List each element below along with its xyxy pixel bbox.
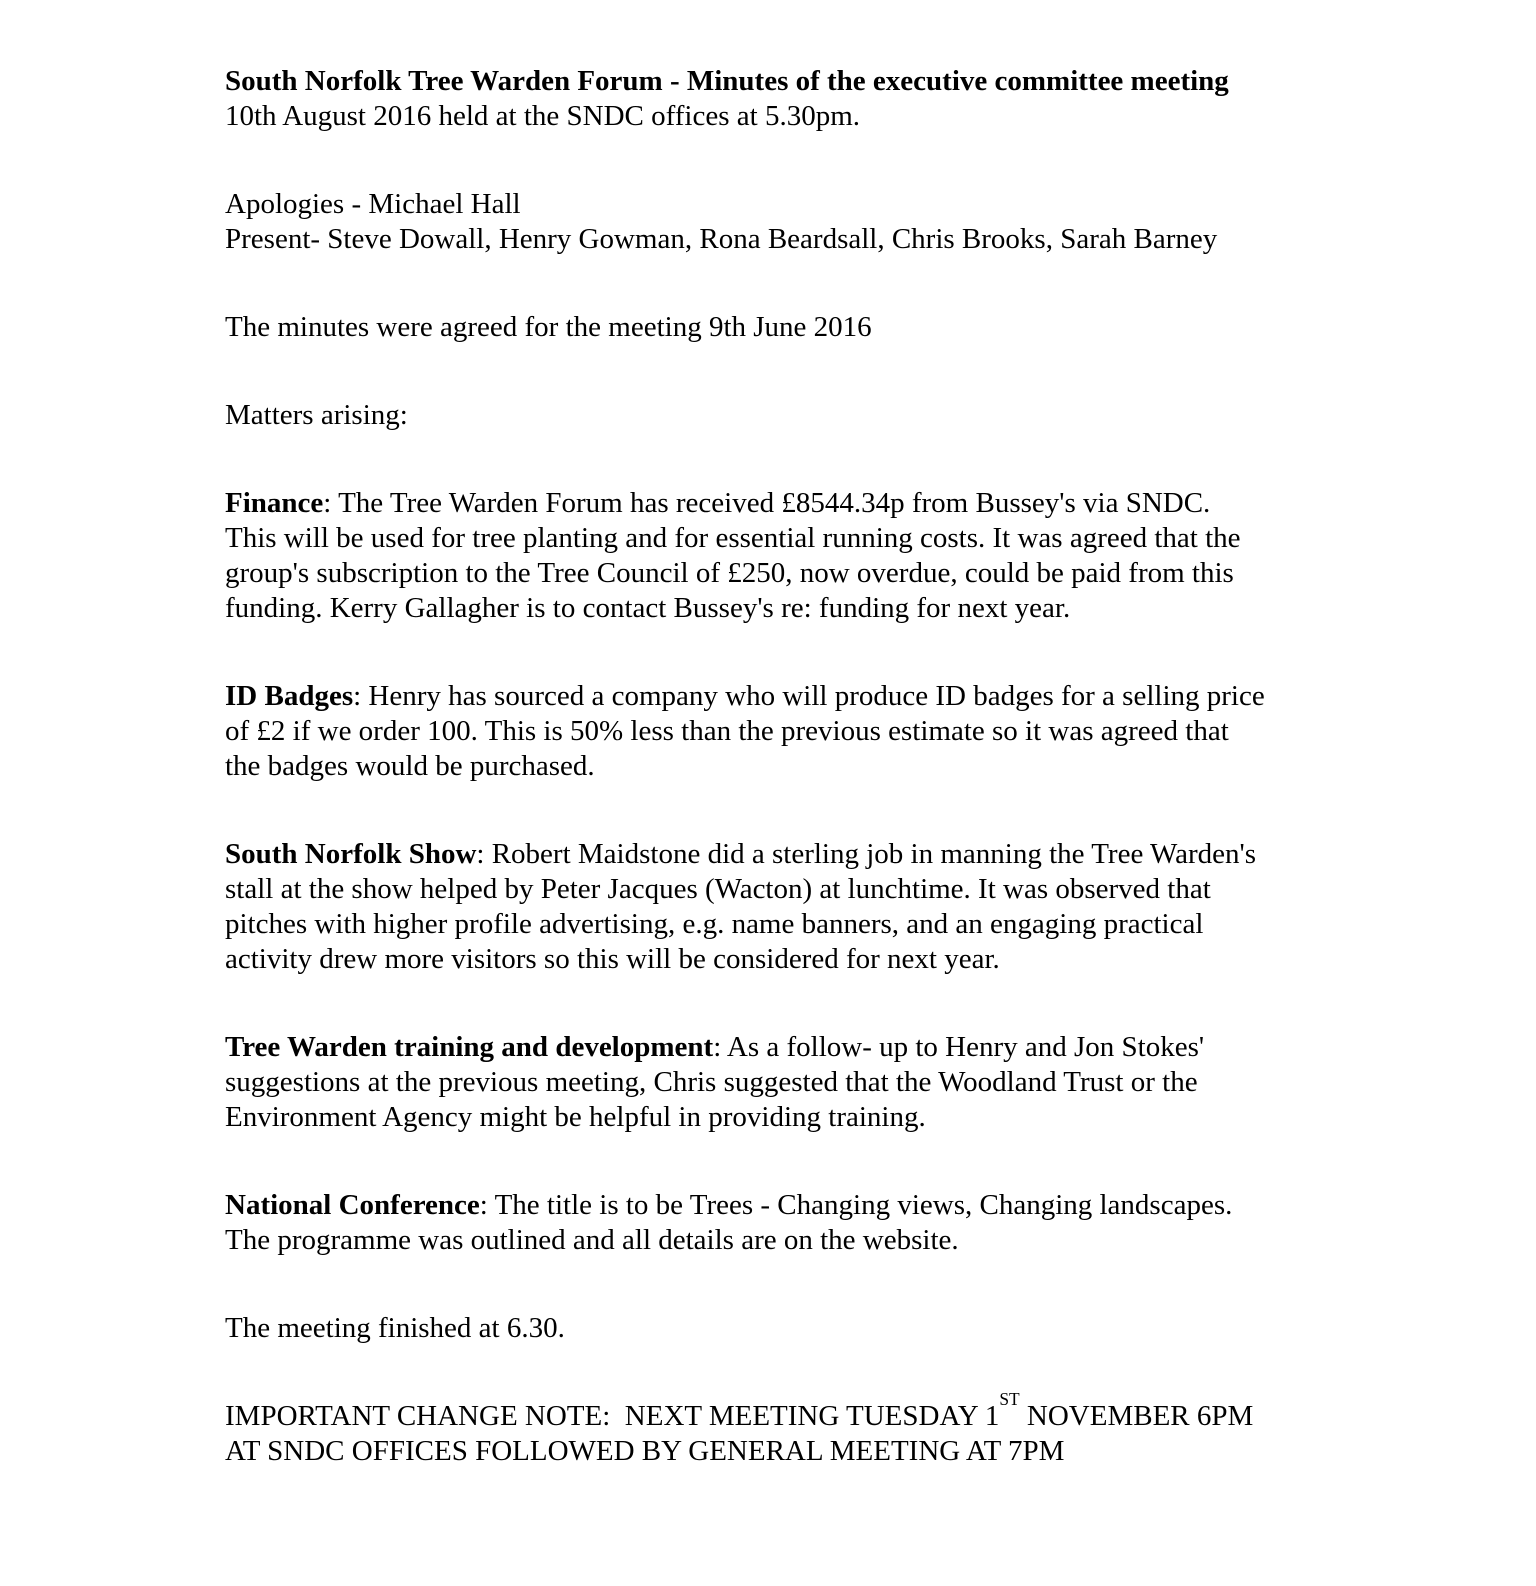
text: group's subscription to the Tree Council of £250, now overdue, could be paid from this (225, 557, 1234, 589)
bold-text: South Norfolk Tree Warden Forum - Minutes of the executive committee meeting (225, 65, 1229, 97)
text: activity drew more visitors so this will be considered for next year. (225, 943, 1000, 975)
block-meeting-finished (225, 1311, 1375, 1346)
bold-text: ID Badges (225, 680, 354, 712)
block-important-change-note (225, 1388, 1375, 1469)
block-finance (225, 486, 1375, 626)
bold-text: National Conference (225, 1189, 480, 1221)
block-south-norfolk-show (225, 837, 1375, 977)
bold-text: Finance (225, 487, 324, 519)
document-body (225, 64, 1375, 1469)
text: Apologies - Michael Hall (225, 188, 521, 220)
text: AT SNDC OFFICES FOLLOWED BY GENERAL MEETING AT 7PM (225, 1435, 1065, 1467)
text: The programme was outlined and all details are on the website. (225, 1224, 959, 1256)
text: : As a follow- up to Henry and Jon Stokes' (713, 1031, 1205, 1063)
superscript-text: ST (999, 1388, 1020, 1409)
text: The minutes were agreed for the meeting 9th June 2016 (225, 311, 872, 343)
text: IMPORTANT CHANGE NOTE: NEXT MEETING TUESDAY 1 (225, 1400, 1000, 1432)
text: the badges would be purchased. (225, 750, 595, 782)
block-title (225, 64, 1375, 134)
bold-text: South Norfolk Show (225, 838, 477, 870)
text: : The Tree Warden Forum has received £8544.34p from Bussey's via SNDC. (323, 487, 1211, 519)
text: Environment Agency might be helpful in providing training. (225, 1101, 926, 1133)
block-attendance (225, 187, 1375, 257)
block-training-and-development (225, 1030, 1375, 1135)
text: The meeting finished at 6.30. (225, 1312, 565, 1344)
text: Matters arising: (225, 399, 408, 431)
text: : The title is to be Trees - Changing views, Changing landscapes. (479, 1189, 1233, 1221)
text: : Robert Maidstone did a sterling job in manning the Tree Warden's (476, 838, 1257, 870)
block-matters-arising (225, 398, 1375, 433)
block-minutes-agreed (225, 310, 1375, 345)
text: stall at the show helped by Peter Jacques (Wacton) at lunchtime. It was observed that (225, 873, 1211, 905)
text: : Henry has sourced a company who will produce ID badges for a selling price (353, 680, 1265, 712)
text: suggestions at the previous meeting, Chris suggested that the Woodland Trust or the (225, 1066, 1198, 1098)
text: 10th August 2016 held at the SNDC offices at 5.30pm. (225, 100, 860, 132)
text: This will be used for tree planting and for essential running costs. It was agreed that the (225, 522, 1241, 554)
block-national-conference (225, 1188, 1375, 1258)
bold-text: Tree Warden training and development (225, 1031, 714, 1063)
text: of £2 if we order 100. This is 50% less than the previous estimate so it was agreed that (225, 715, 1229, 747)
text: NOVEMBER 6PM (1019, 1400, 1254, 1432)
text: funding. Kerry Gallagher is to contact Bussey's re: funding for next year. (225, 592, 1071, 624)
text: Present- Steve Dowall, Henry Gowman, Rona Beardsall, Chris Brooks, Sarah Barney (225, 223, 1218, 255)
text: pitches with higher profile advertising, e.g. name banners, and an engaging practical (225, 908, 1204, 940)
block-id-badges (225, 679, 1375, 784)
